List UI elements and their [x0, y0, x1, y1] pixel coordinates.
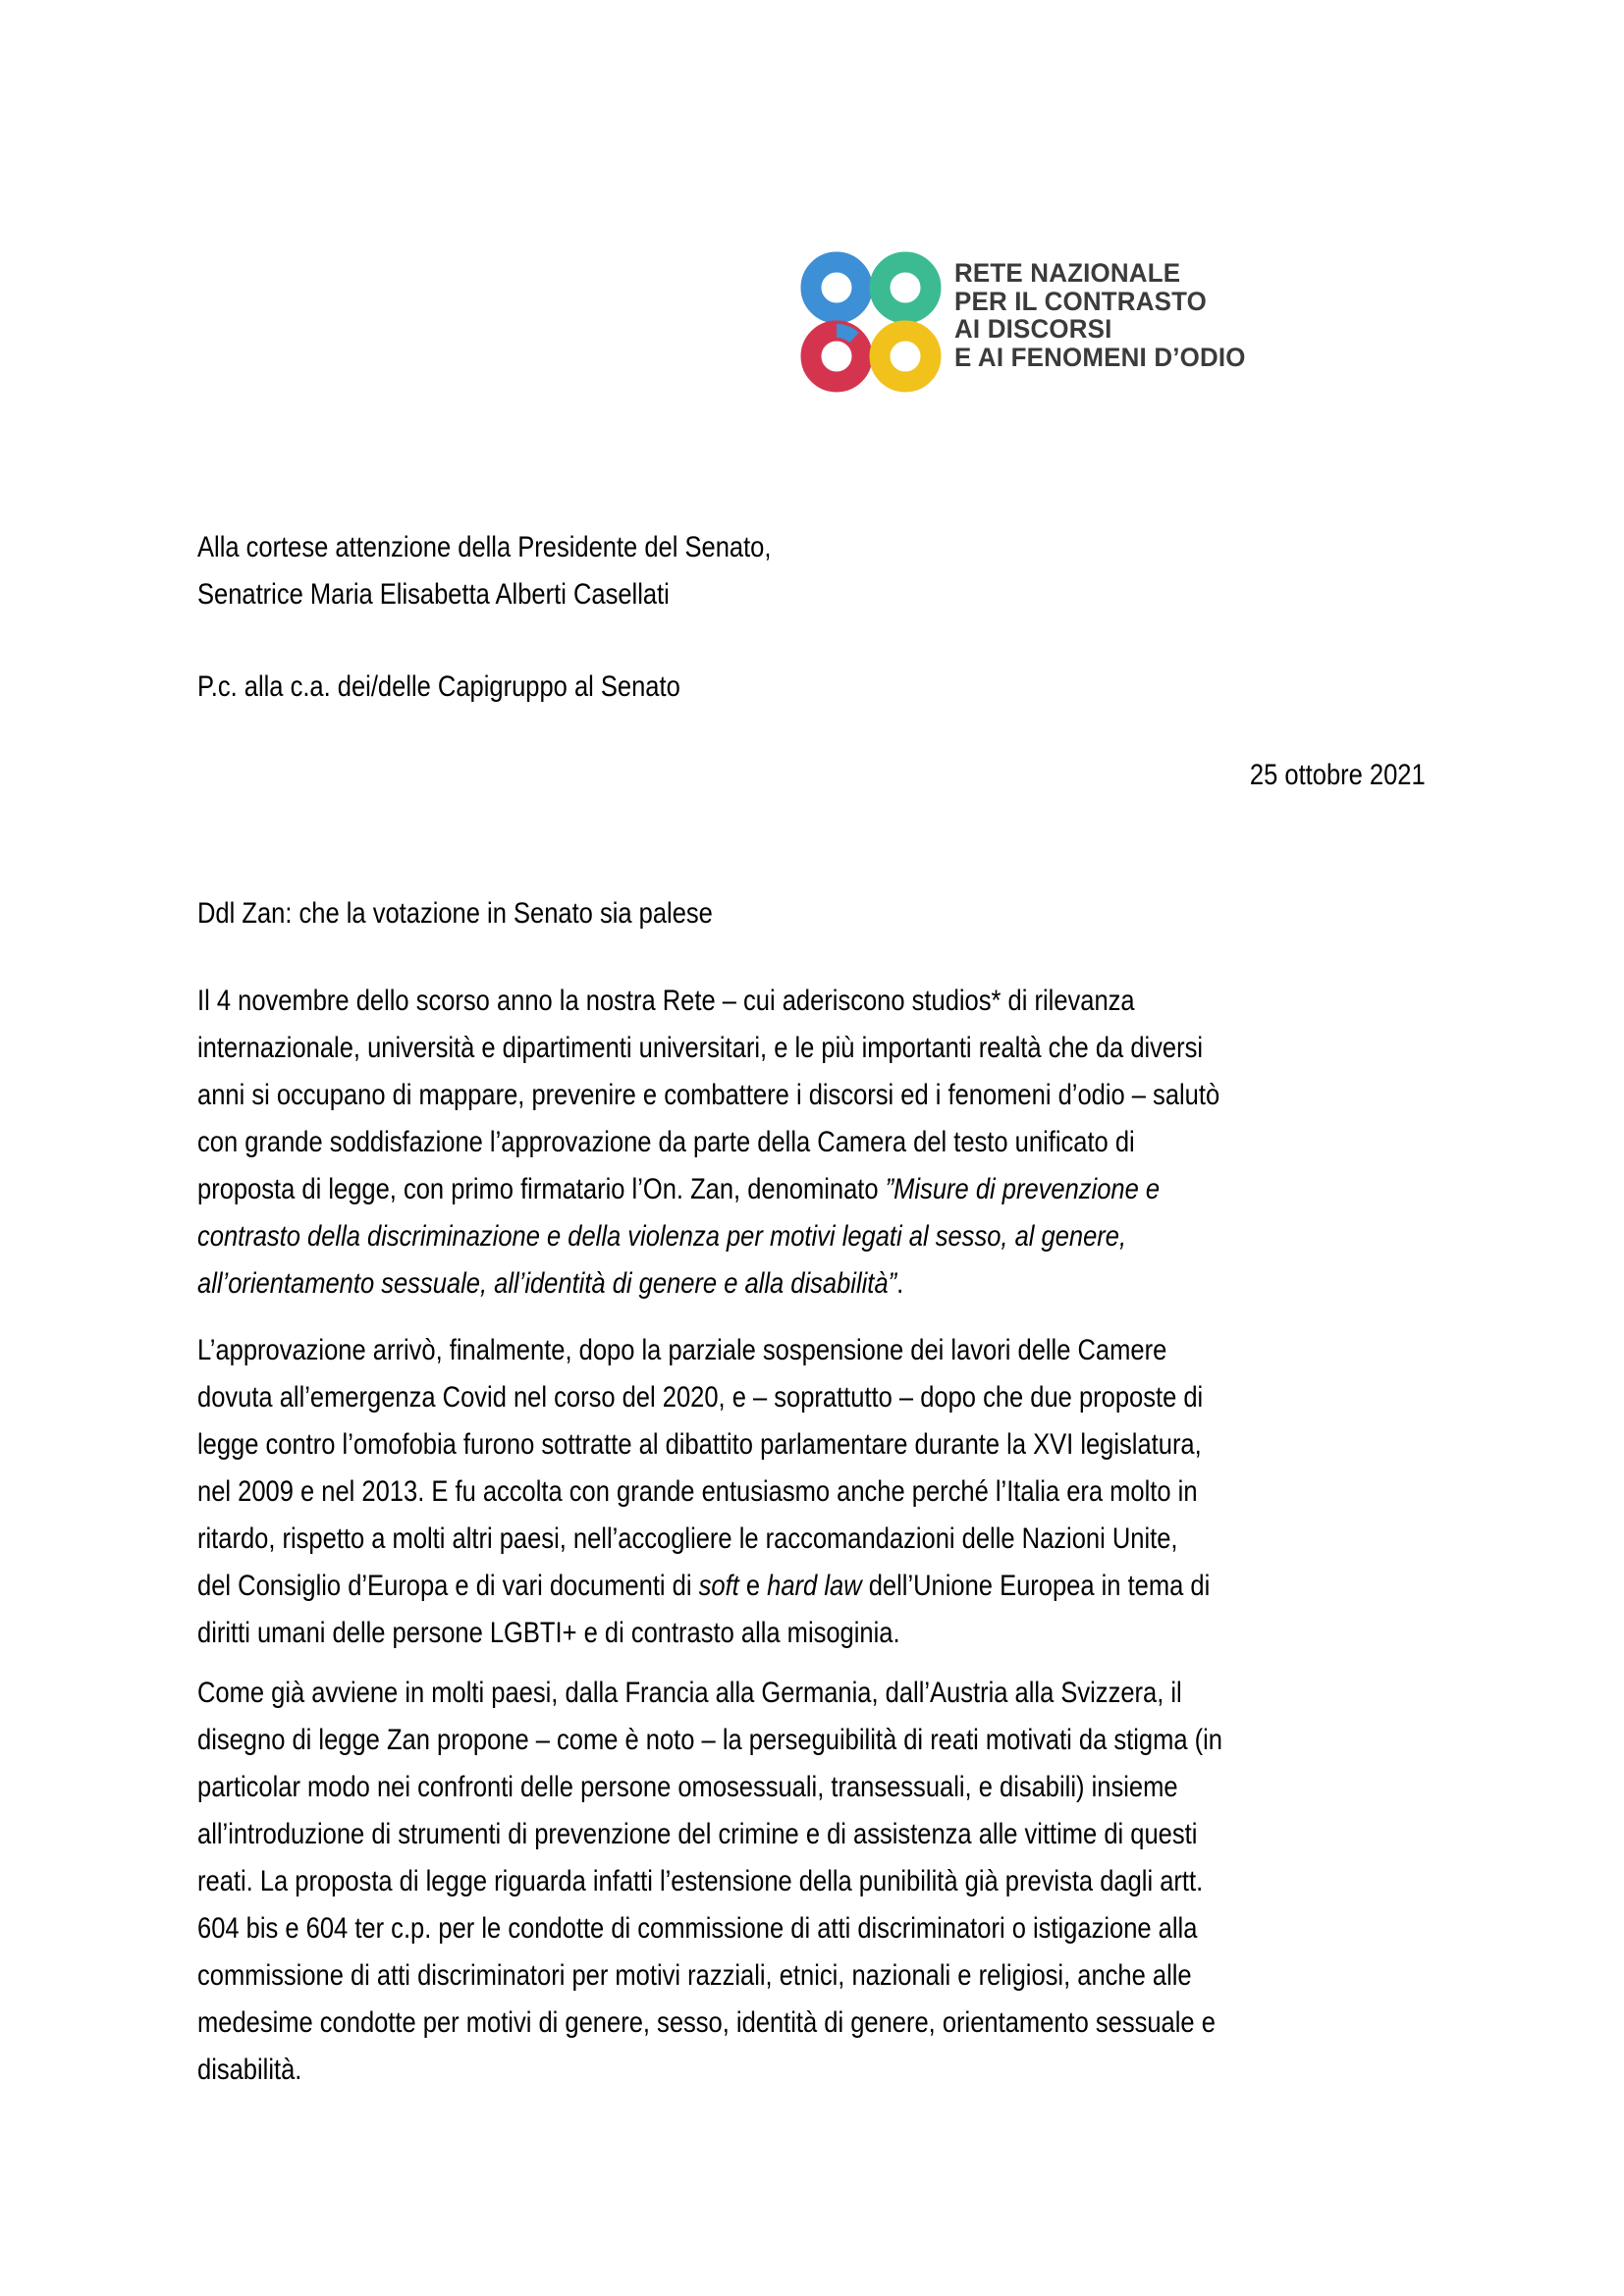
paragraph-line: [197, 1864, 1203, 1899]
paragraph-line: [197, 1031, 1203, 1066]
italic-text-segment: ”Misure di prevenzione e: [885, 1173, 1161, 1205]
text-segment: legge contro l’omofobia furono sottratte al dibattito parlamentare durante la XVI legislatura,: [197, 1428, 1202, 1461]
text-segment: e: [738, 1570, 768, 1602]
text-segment: Il 4 novembre dello scorso anno la nostra Rete – cui aderiscono studios* di rilevanza: [197, 985, 1135, 1017]
text-segment: del Consiglio d’Europa e di vari documenti di: [197, 1570, 699, 1602]
paragraph-line: [197, 1427, 1202, 1463]
text-segment: proposta di legge, con primo firmatario l’On. Zan, denominato: [197, 1173, 886, 1205]
text-segment: diritti umani delle persone LGBTI+ e di contrasto alla misoginia.: [197, 1617, 900, 1649]
paragraph-line: [197, 1474, 1198, 1510]
italic-text-segment: hard law: [767, 1570, 862, 1602]
text-segment: L’approvazione arrivò, finalmente, dopo la parziale sospensione dei lavori delle Camere: [197, 1334, 1167, 1366]
addressee-line-1: Alla cortese attenzione della Presidente del Senato,: [197, 531, 772, 563]
text-segment: nel 2009 e nel 2013. E fu accolta con grande entusiasmo anche perché l’Italia era molto in: [197, 1475, 1198, 1508]
paragraph-line: [197, 1522, 1178, 1557]
paragraph-line: [197, 1911, 1197, 1947]
paragraph-line: [197, 1770, 1178, 1805]
paragraph-line: [197, 1723, 1222, 1758]
text-segment: particolar modo nei confronti delle persone omosessuali, transessuali, e disabili) insieme: [197, 1771, 1178, 1803]
paragraph-line: [197, 1125, 1135, 1160]
paragraph-line: [197, 1380, 1203, 1415]
text-segment: commissione di atti discriminatori per motivi razziali, etnici, nazionali e religiosi, anche alle: [197, 1959, 1192, 1992]
paragraph-line: [197, 1266, 903, 1302]
text-segment: con grande soddisfazione l’approvazione da parte della Camera del testo unificato di: [197, 1126, 1135, 1158]
paragraph-line: [197, 1958, 1192, 1994]
text-segment: .: [896, 1267, 904, 1300]
logo-line-3: AI DISCORSI: [954, 314, 1112, 344]
paragraph-line: [197, 984, 1135, 1019]
organization-name: [954, 259, 1258, 371]
text-segment: all’introduzione di strumenti di prevenzione del crimine e di assistenza alle vittime di questi: [197, 1818, 1198, 1850]
text-segment: disegno di legge Zan propone – come è noto – la perseguibilità di reati motivati da stigma (in: [197, 1724, 1223, 1756]
addressee-line-2: Senatrice Maria Elisabetta Alberti Casellati: [197, 578, 670, 611]
paragraph-line: [197, 1172, 1160, 1207]
italic-text-segment: all’orientamento sessuale, all’identità di genere e alla disabilità”: [197, 1267, 897, 1300]
paragraph-line: [197, 2053, 301, 2088]
logo-line-1: RETE NAZIONALE: [954, 258, 1181, 288]
text-segment: Come già avviene in molti paesi, dalla Francia alla Germania, dall’Austria alla Svizzera, il: [197, 1677, 1182, 1709]
letter-date: 25 ottobre 2021: [1250, 759, 1426, 791]
paragraph-line: [197, 1676, 1182, 1711]
text-segment: medesime condotte per motivi di genere, sesso, identità di genere, orientamento sessuale e: [197, 2006, 1216, 2039]
italic-text-segment: contrasto della discriminazione e della violenza per motivi legati al sesso, al genere,: [197, 1220, 1127, 1253]
text-segment: disabilità.: [197, 2054, 302, 2086]
text-segment: 604 bis e 604 ter c.p. per le condotte di commissione di atti discriminatori o istigazione alla: [197, 1912, 1198, 1945]
paragraph-line: [197, 1078, 1219, 1113]
letter-subject: Ddl Zan: che la votazione in Senato sia palese: [197, 897, 713, 930]
text-segment: reati. La proposta di legge riguarda infatti l’estensione della punibilità già prevista dagli artt.: [197, 1865, 1204, 1897]
logo-line-2: PER IL CONTRASTO: [954, 286, 1208, 316]
text-segment: ritardo, rispetto a molti altri paesi, nell’accogliere le raccomandazioni delle Nazioni Unite,: [197, 1522, 1178, 1555]
text-segment: internazionale, università e dipartimenti universitari, e le più importanti realtà che da diversi: [197, 1032, 1204, 1064]
cc-line: P.c. alla c.a. dei/delle Capigruppo al Senato: [197, 670, 680, 703]
logo-line-4: E AI FENOMENI D’ODIO: [954, 342, 1246, 372]
paragraph-line: [197, 1616, 900, 1651]
italic-text-segment: soft: [698, 1570, 739, 1602]
text-segment: dovuta all’emergenza Covid nel corso del 2020, e – soprattutto – dopo che due proposte di: [197, 1381, 1204, 1414]
paragraph-line: [197, 1569, 1210, 1604]
paragraph-line: [197, 1817, 1197, 1852]
text-segment: anni si occupano di mappare, prevenire e combattere i discorsi ed i fenomeni d’odio – salutò: [197, 1079, 1220, 1111]
paragraph-line: [197, 1333, 1166, 1368]
four-interlocking-rings-icon: [800, 251, 943, 394]
organization-logo: [800, 251, 1311, 394]
paragraph-line: [197, 2005, 1216, 2041]
paragraph-line: [197, 1219, 1126, 1255]
text-segment: dell’Unione Europea in tema di: [861, 1570, 1211, 1602]
